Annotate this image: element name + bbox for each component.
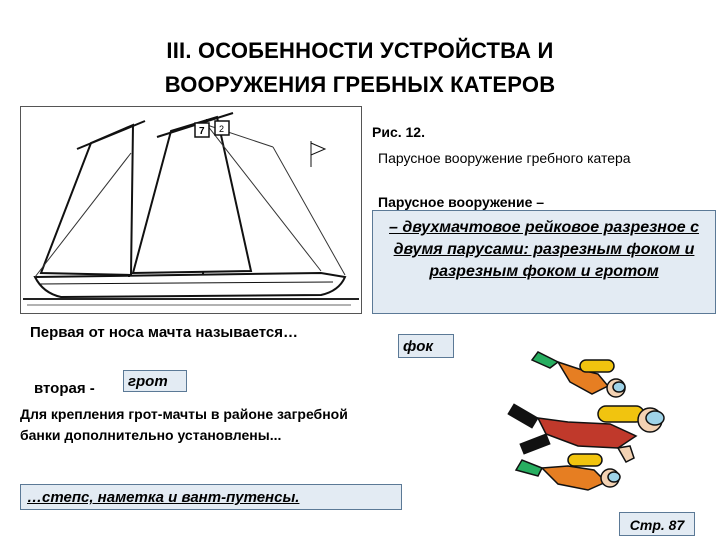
answer-box-fok: фок <box>398 334 454 358</box>
answer-box-grot: грот <box>123 370 187 392</box>
sailboat-figure <box>20 106 362 314</box>
question-second-mast: вторая - <box>34 380 95 397</box>
sailboat-illustration-icon <box>21 107 361 313</box>
page-title <box>60 34 660 102</box>
figure-caption: Парусное вооружение гребного катера <box>378 150 631 166</box>
sail-number-7: 7 <box>199 126 205 137</box>
title-line-1: III. ОСОБЕННОСТИ УСТРОЙСТВА И <box>166 38 554 63</box>
divers-illustration-icon <box>498 348 706 502</box>
page-reference: Стр. 87 <box>619 512 695 536</box>
answer-box-sail-rig <box>372 210 716 314</box>
figure-number: Рис. 12. <box>372 124 425 140</box>
divers-figure <box>498 348 706 502</box>
title-line-2: ВООРУЖЕНИЯ ГРЕБНЫХ КАТЕРОВ <box>164 72 556 97</box>
question-first-mast: Первая от носа мачта называется… <box>30 324 298 341</box>
answer-box-fastening <box>20 484 402 510</box>
sail-number-2: 2 <box>219 124 225 134</box>
section-label: Парусное вооружение – <box>378 194 545 210</box>
answer-text-sail-rig: – двухмачтовое рейковое разрезное с двумя парусами: разрезным фоком и разрезным фоком и гротом <box>389 219 699 280</box>
question-mast-fastening: Для крепления грот-мачты в районе загребной банки дополнительно установлены... <box>20 406 348 443</box>
answer-text-fastening: …степс, наметка и вант-путенсы. <box>27 489 300 506</box>
